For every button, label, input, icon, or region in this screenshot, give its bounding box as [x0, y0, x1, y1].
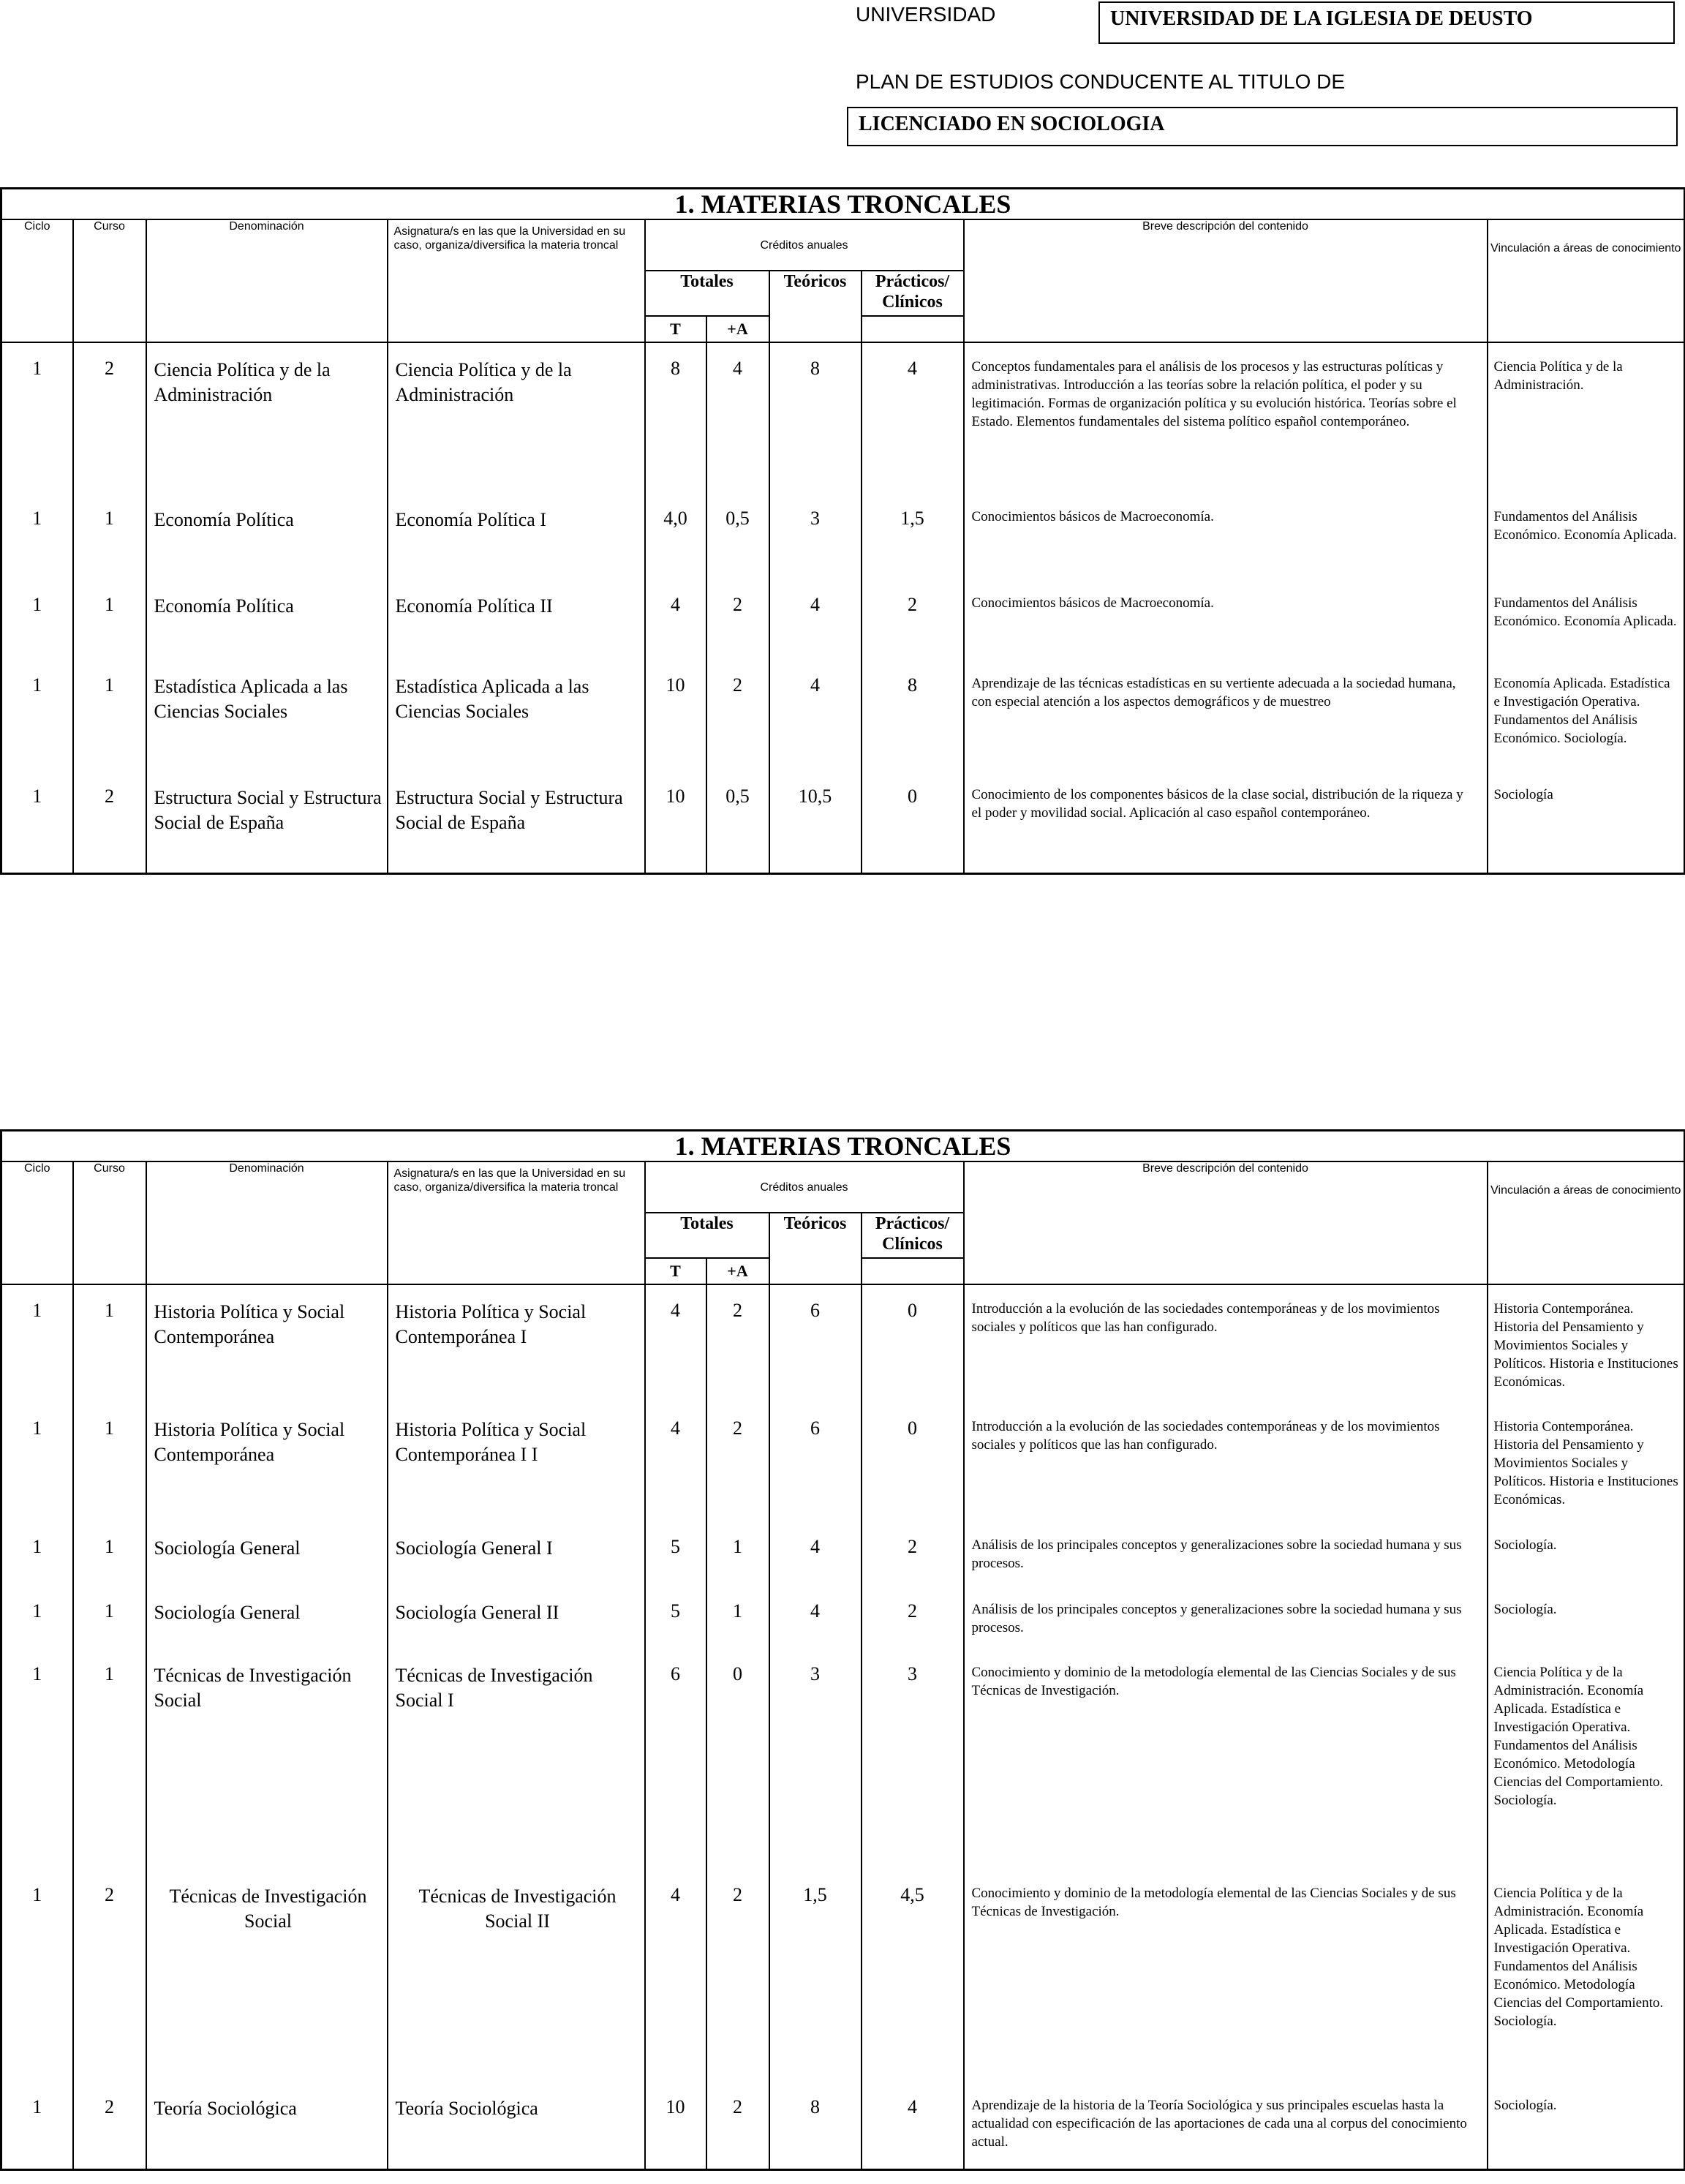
table-row — [1, 771, 1685, 873]
col-totales: Totales — [645, 1213, 769, 1258]
cell-ciclo: 1 — [1, 1521, 73, 1586]
cell-t: 6 — [645, 1649, 706, 1869]
cell-areas: Ciencia Política y de la Administración. Economía Aplicada. Estadística e Investigación Operativa. Fundamentos del Análisis Económico. Metodología Ciencias del Comportamiento. Sociología. — [1488, 1649, 1685, 1869]
cell-descripcion: Conocimiento de los componentes básicos de la clase social, distribución de la riqueza y el poder y movilidad social. Aplicación al caso español contemporáneo. — [964, 771, 1488, 873]
col-ciclo: Ciclo — [1, 1161, 73, 1284]
cell-descripcion: Aprendizaje de la historia de la Teoría Sociológica y sus principales escuelas hasta la actualidad con especificación de las aportaciones de cada una al corpus del conocimiento actual. — [964, 2082, 1488, 2169]
cell-descripcion: Conocimiento y dominio de la metodología elemental de las Ciencias Sociales y de sus Técnicas de Investigación. — [964, 1869, 1488, 2082]
cell-areas: Historia Contemporánea. Historia del Pensamiento y Movimientos Sociales y Políticos. Historia e Instituciones Económicas. — [1488, 1284, 1685, 1403]
cell-denominacion: Ciencia Política y de la Administración — [146, 342, 388, 493]
cell-a: 1 — [706, 1521, 769, 1586]
col-t: T — [645, 316, 706, 342]
cell-practicos: 2 — [862, 579, 964, 660]
col-practicos-empty — [862, 316, 964, 342]
cell-teoricos: 4 — [769, 1586, 862, 1649]
col-plus-a: +A — [706, 316, 769, 342]
cell-a: 2 — [706, 2082, 769, 2169]
cell-ciclo: 1 — [1, 660, 73, 771]
cell-ciclo: 1 — [1, 493, 73, 579]
table-row — [1, 1649, 1685, 1869]
cell-teoricos: 6 — [769, 1403, 862, 1521]
table-1-header — [1, 189, 1685, 343]
cell-descripcion: Introducción a la evolución de las sociedades contemporáneas y de los movimientos sociales y políticos que las han configurado. — [964, 1284, 1488, 1403]
table-row — [1, 1586, 1685, 1649]
cell-t: 10 — [645, 660, 706, 771]
cell-ciclo: 1 — [1, 579, 73, 660]
cell-a: 0,5 — [706, 771, 769, 873]
col-curso: Curso — [73, 1161, 146, 1284]
cell-descripcion: Conocimiento y dominio de la metodología elemental de las Ciencias Sociales y de sus Técnicas de Investigación. — [964, 1649, 1488, 1869]
cell-practicos: 2 — [862, 1586, 964, 1649]
col-ciclo: Ciclo — [1, 219, 73, 342]
cell-a: 1 — [706, 1586, 769, 1649]
cell-denominacion: Técnicas de Investigación Social — [146, 1649, 388, 1869]
table-2-body — [1, 1284, 1685, 2169]
cell-descripcion: Introducción a la evolución de las sociedades contemporáneas y de los movimientos sociales y políticos que las han configurado. — [964, 1403, 1488, 1521]
cell-ciclo: 1 — [1, 342, 73, 493]
cell-curso: 2 — [73, 1869, 146, 2082]
col-vinculacion: Vinculación a áreas de conocimiento — [1488, 219, 1685, 342]
col-denominacion: Denominación — [146, 219, 388, 342]
col-denominacion: Denominación — [146, 1161, 388, 1284]
cell-asignatura: Sociología General II — [388, 1586, 645, 1649]
table-row — [1, 660, 1685, 771]
degree-title-box: LICENCIADO EN SOCIOLOGIA — [847, 107, 1678, 146]
table-row — [1, 2082, 1685, 2169]
cell-denominacion: Técnicas de Investigación Social — [146, 1869, 388, 2082]
table-row — [1, 1284, 1685, 1403]
cell-ciclo: 1 — [1, 1869, 73, 2082]
cell-denominacion: Historia Política y Social Contemporánea — [146, 1403, 388, 1521]
cell-practicos: 8 — [862, 660, 964, 771]
cell-asignatura: Sociología General I — [388, 1521, 645, 1586]
cell-ciclo: 1 — [1, 2082, 73, 2169]
col-creditos-anuales: Créditos anuales — [645, 219, 964, 271]
cell-practicos: 3 — [862, 1649, 964, 1869]
table-row — [1, 1521, 1685, 1586]
cell-asignatura: Teoría Sociológica — [388, 2082, 645, 2169]
cell-descripcion: Análisis de los principales conceptos y generalizaciones sobre la sociedad humana y sus procesos. — [964, 1586, 1488, 1649]
table-row — [1, 493, 1685, 579]
col-totales: Totales — [645, 271, 769, 316]
cell-teoricos: 4 — [769, 660, 862, 771]
materias-troncales-table-2 — [0, 1129, 1685, 2171]
cell-areas: Fundamentos del Análisis Económico. Economía Aplicada. — [1488, 493, 1685, 579]
cell-practicos: 4 — [862, 342, 964, 493]
cell-areas: Sociología — [1488, 771, 1685, 873]
cell-teoricos: 4 — [769, 1521, 862, 1586]
cell-denominacion: Estructura Social y Estructura Social de España — [146, 771, 388, 873]
cell-ciclo: 1 — [1, 1284, 73, 1403]
cell-areas: Fundamentos del Análisis Económico. Economía Aplicada. — [1488, 579, 1685, 660]
cell-practicos: 4,5 — [862, 1869, 964, 2082]
cell-teoricos: 8 — [769, 2082, 862, 2169]
cell-denominacion: Sociología General — [146, 1521, 388, 1586]
cell-areas: Sociología. — [1488, 1521, 1685, 1586]
cell-areas: Sociología. — [1488, 1586, 1685, 1649]
materias-troncales-table-1 — [0, 187, 1685, 875]
cell-denominacion: Historia Política y Social Contemporánea — [146, 1284, 388, 1403]
cell-practicos: 2 — [862, 1521, 964, 1586]
cell-a: 2 — [706, 1403, 769, 1521]
cell-a: 2 — [706, 1869, 769, 2082]
cell-areas: Ciencia Política y de la Administración. — [1488, 342, 1685, 493]
table-row — [1, 1869, 1685, 2082]
cell-asignatura: Técnicas de Investigación Social II — [388, 1869, 645, 2082]
col-descripcion: Breve descripción del contenido — [964, 219, 1488, 342]
cell-teoricos: 1,5 — [769, 1869, 862, 2082]
cell-curso: 1 — [73, 1586, 146, 1649]
cell-asignatura: Ciencia Política y de la Administración — [388, 342, 645, 493]
cell-a: 4 — [706, 342, 769, 493]
cell-curso: 2 — [73, 2082, 146, 2169]
table-row — [1, 1403, 1685, 1521]
cell-descripcion: Conceptos fundamentales para el análisis de los procesos y las estructuras políticas y administrativas. Introducción a las teorías sobre la relación política, el poder y su legitimación. Formas de organización política y su evolución histórica. Teorías sobre el Estado. Elementos fundamentales del sistema político español contemporáneo. — [964, 342, 1488, 493]
plan-label: PLAN DE ESTUDIOS CONDUCENTE AL TITULO DE — [856, 70, 1346, 93]
cell-denominacion: Economía Política — [146, 493, 388, 579]
cell-practicos: 0 — [862, 1284, 964, 1403]
cell-curso: 1 — [73, 579, 146, 660]
cell-a: 0 — [706, 1649, 769, 1869]
cell-teoricos: 3 — [769, 493, 862, 579]
cell-curso: 1 — [73, 1284, 146, 1403]
cell-denominacion: Sociología General — [146, 1586, 388, 1649]
cell-t: 8 — [645, 342, 706, 493]
cell-teoricos: 4 — [769, 579, 862, 660]
cell-areas: Sociología. — [1488, 2082, 1685, 2169]
col-plus-a: +A — [706, 1258, 769, 1284]
cell-asignatura: Economía Política I — [388, 493, 645, 579]
cell-curso: 1 — [73, 1403, 146, 1521]
cell-t: 5 — [645, 1586, 706, 1649]
cell-teoricos: 3 — [769, 1649, 862, 1869]
col-asignatura: Asignatura/s en las que la Universidad en su caso, organiza/diversifica la materia troncal — [388, 1161, 645, 1284]
col-practicos: Prácticos/ Clínicos — [862, 271, 964, 316]
col-teoricos: Teóricos — [769, 271, 862, 342]
cell-ciclo: 1 — [1, 1649, 73, 1869]
cell-t: 4 — [645, 1869, 706, 2082]
cell-curso: 1 — [73, 660, 146, 771]
col-descripcion: Breve descripción del contenido — [964, 1161, 1488, 1284]
cell-curso: 1 — [73, 1521, 146, 1586]
col-practicos-empty — [862, 1258, 964, 1284]
cell-practicos: 4 — [862, 2082, 964, 2169]
table-row — [1, 342, 1685, 493]
cell-asignatura: Estructura Social y Estructura Social de España — [388, 771, 645, 873]
cell-practicos: 0 — [862, 771, 964, 873]
cell-ciclo: 1 — [1, 771, 73, 873]
col-vinculacion: Vinculación a áreas de conocimiento — [1488, 1161, 1685, 1284]
cell-t: 4 — [645, 1284, 706, 1403]
cell-asignatura: Estadística Aplicada a las Ciencias Sociales — [388, 660, 645, 771]
cell-descripcion: Conocimientos básicos de Macroeconomía. — [964, 493, 1488, 579]
cell-areas: Ciencia Política y de la Administración. Economía Aplicada. Estadística e Investigación Operativa. Fundamentos del Análisis Económico. Metodología Ciencias del Comportamiento. Sociología. — [1488, 1869, 1685, 2082]
cell-denominacion: Teoría Sociológica — [146, 2082, 388, 2169]
cell-t: 10 — [645, 2082, 706, 2169]
cell-teoricos: 6 — [769, 1284, 862, 1403]
cell-curso: 1 — [73, 493, 146, 579]
cell-asignatura: Economía Política II — [388, 579, 645, 660]
cell-curso: 2 — [73, 771, 146, 873]
col-t: T — [645, 1258, 706, 1284]
cell-ciclo: 1 — [1, 1586, 73, 1649]
cell-t: 10 — [645, 771, 706, 873]
cell-practicos: 1,5 — [862, 493, 964, 579]
cell-ciclo: 1 — [1, 1403, 73, 1521]
cell-t: 4,0 — [645, 493, 706, 579]
cell-areas: Economía Aplicada. Estadística e Investigación Operativa. Fundamentos del Análisis Económico. Sociología. — [1488, 660, 1685, 771]
cell-t: 5 — [645, 1521, 706, 1586]
university-label: UNIVERSIDAD — [856, 3, 996, 26]
cell-a: 0,5 — [706, 493, 769, 579]
cell-a: 2 — [706, 579, 769, 660]
cell-asignatura: Historia Política y Social Contemporánea I I — [388, 1403, 645, 1521]
cell-asignatura: Historia Política y Social Contemporánea I — [388, 1284, 645, 1403]
cell-teoricos: 10,5 — [769, 771, 862, 873]
col-teoricos: Teóricos — [769, 1213, 862, 1284]
table-1-body — [1, 342, 1685, 873]
col-asignatura: Asignatura/s en las que la Universidad en su caso, organiza/diversifica la materia troncal — [388, 219, 645, 342]
cell-practicos: 0 — [862, 1403, 964, 1521]
cell-curso: 2 — [73, 342, 146, 493]
cell-t: 4 — [645, 579, 706, 660]
cell-descripcion: Conocimientos básicos de Macroeconomía. — [964, 579, 1488, 660]
cell-descripcion: Análisis de los principales conceptos y generalizaciones sobre la sociedad humana y sus procesos. — [964, 1521, 1488, 1586]
cell-t: 4 — [645, 1403, 706, 1521]
cell-a: 2 — [706, 660, 769, 771]
cell-asignatura: Técnicas de Investigación Social I — [388, 1649, 645, 1869]
table-2-header — [1, 1131, 1685, 1285]
cell-areas: Historia Contemporánea. Historia del Pensamiento y Movimientos Sociales y Políticos. Historia e Instituciones Económicas. — [1488, 1403, 1685, 1521]
table-title: 1. MATERIAS TRONCALES — [1, 1131, 1685, 1162]
cell-a: 2 — [706, 1284, 769, 1403]
table-title: 1. MATERIAS TRONCALES — [1, 189, 1685, 220]
cell-descripcion: Aprendizaje de las técnicas estadísticas en su vertiente adecuada a la sociedad humana, con especial atención a los aspectos demográficos y de muestreo — [964, 660, 1488, 771]
university-name-box: UNIVERSIDAD DE LA IGLESIA DE DEUSTO — [1098, 1, 1675, 44]
table-row — [1, 579, 1685, 660]
col-practicos: Prácticos/ Clínicos — [862, 1213, 964, 1258]
cell-denominacion: Economía Política — [146, 579, 388, 660]
cell-teoricos: 8 — [769, 342, 862, 493]
col-creditos-anuales: Créditos anuales — [645, 1161, 964, 1213]
col-curso: Curso — [73, 219, 146, 342]
cell-denominacion: Estadística Aplicada a las Ciencias Sociales — [146, 660, 388, 771]
cell-curso: 1 — [73, 1649, 146, 1869]
